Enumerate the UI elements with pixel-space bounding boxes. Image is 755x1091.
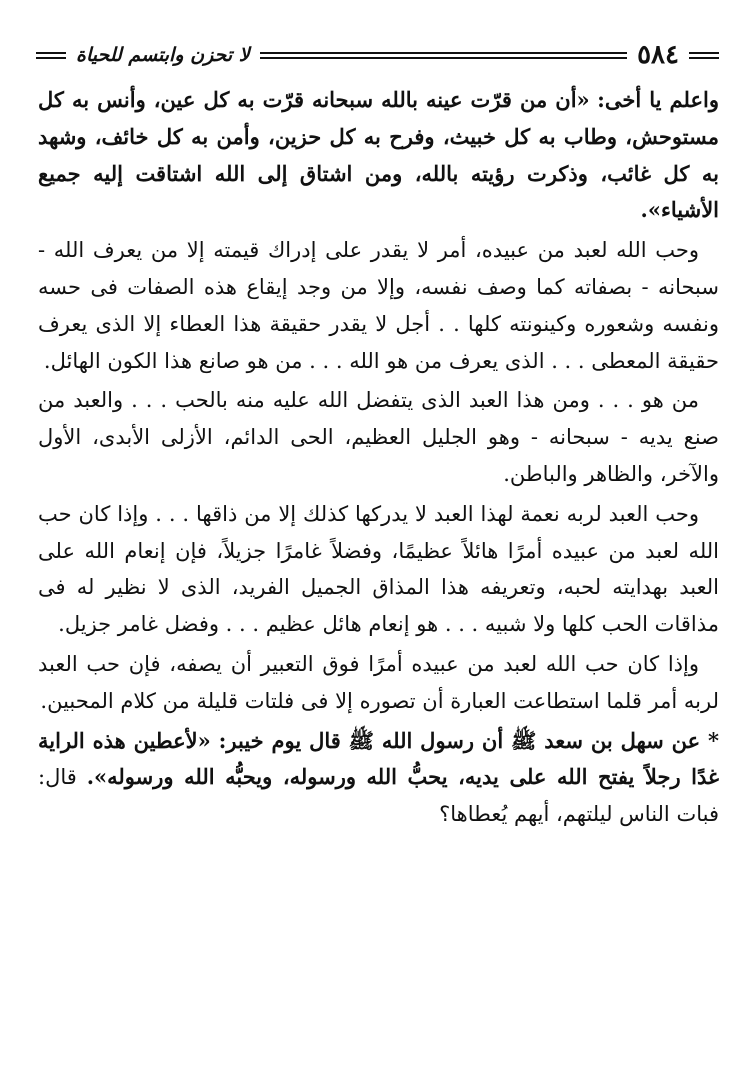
paragraph-lead: واعلم يا أخى: [597,87,719,112]
hadith-text: * عن سهل بن سعد ﷺ أن رسول الله ﷺ قال يوم خيبر: «لأعطين هذه الراية غدًا رجلاً يفتح الله على يديه، يحبُّ الله ورسوله، ويحبُّه الله ورسوله». [38,727,719,790]
paragraph-5: وإذا كان حب الله لعبد من عبيده أمرًا فوق التعبير أن يصفه، فإن حب العبد لربه أمر قلما استطاعت العبارة أن تصوره إلا فى فلتات قليلة من كلام المحبين. [38,651,719,713]
paragraph-4: وحب العبد لربه نعمة لهذا العبد لا يدركها كذلك إلا من ذاقها . . . وإذا كان حب الله لعبد من عبيده أمرًا هائلاً عظيمًا، وفضلاً غامرًا جزيلاً، فإن إنعام الله على العبد بهدايته لحبه، وتعريفه هذا المذاق الجميل الفريد، الذى لا نظير له فى مذاقات الحب كلها ولا شبيه . . . هو إنعام هائل عظيم . . . وفضل غامر جزيل. [38,501,719,637]
quote-text: «أن من قرّت عينه بالله سبحانه قرّت به كل عين، وأنس به كل مستوحش، وطاب به كل خبيث، وفرح به كل حزين، وأمن به كل خائف، وشهد به كل غائب، وذكرت رؤيته بالله، ومن اشتاق إلى الله اشتاقت إليه جميع الأشياء». [38,87,719,223]
page-body [38,82,719,991]
page-header [36,40,719,70]
header-rule-left [36,52,66,59]
header-rule-middle [260,52,628,59]
page-number: ٥٨٤ [637,40,679,70]
hadith-paragraph [38,723,719,833]
running-title: لا تحزن وابتسم للحياة [76,44,250,66]
paragraph-1 [38,82,719,229]
paragraph-3: من هو . . . ومن هذا العبد الذى يتفضل الله عليه منه بالحب . . . والعبد من صنع يديه - سبحانه - وهو الجليل العظيم، الحى الدائم، الأزلى الأبدى، الأول والآخر، والظاهر والباطن. [38,388,719,486]
hadith-continuation: قال: فبات الناس ليلتهم، أيهم يُعطاها؟ [38,765,719,827]
header-rule-right [689,52,719,59]
paragraph-2: وحب الله لعبد من عبيده، أمر لا يقدر على إدراك قيمته إلا من يعرف الله - سبحانه - بصفاته كما وصف نفسه، وإلا من وجد إيقاع هذه الصفات فى حسه ونفسه وشعوره وكينونته كلها . . أجل لا يقدر حقيقة هذا العطاء إلا الذى يعرف حقيقة المعطى . . . الذى يعرف من هو الله . . . من هو صانع هذا الكون الهائل. [38,238,719,373]
